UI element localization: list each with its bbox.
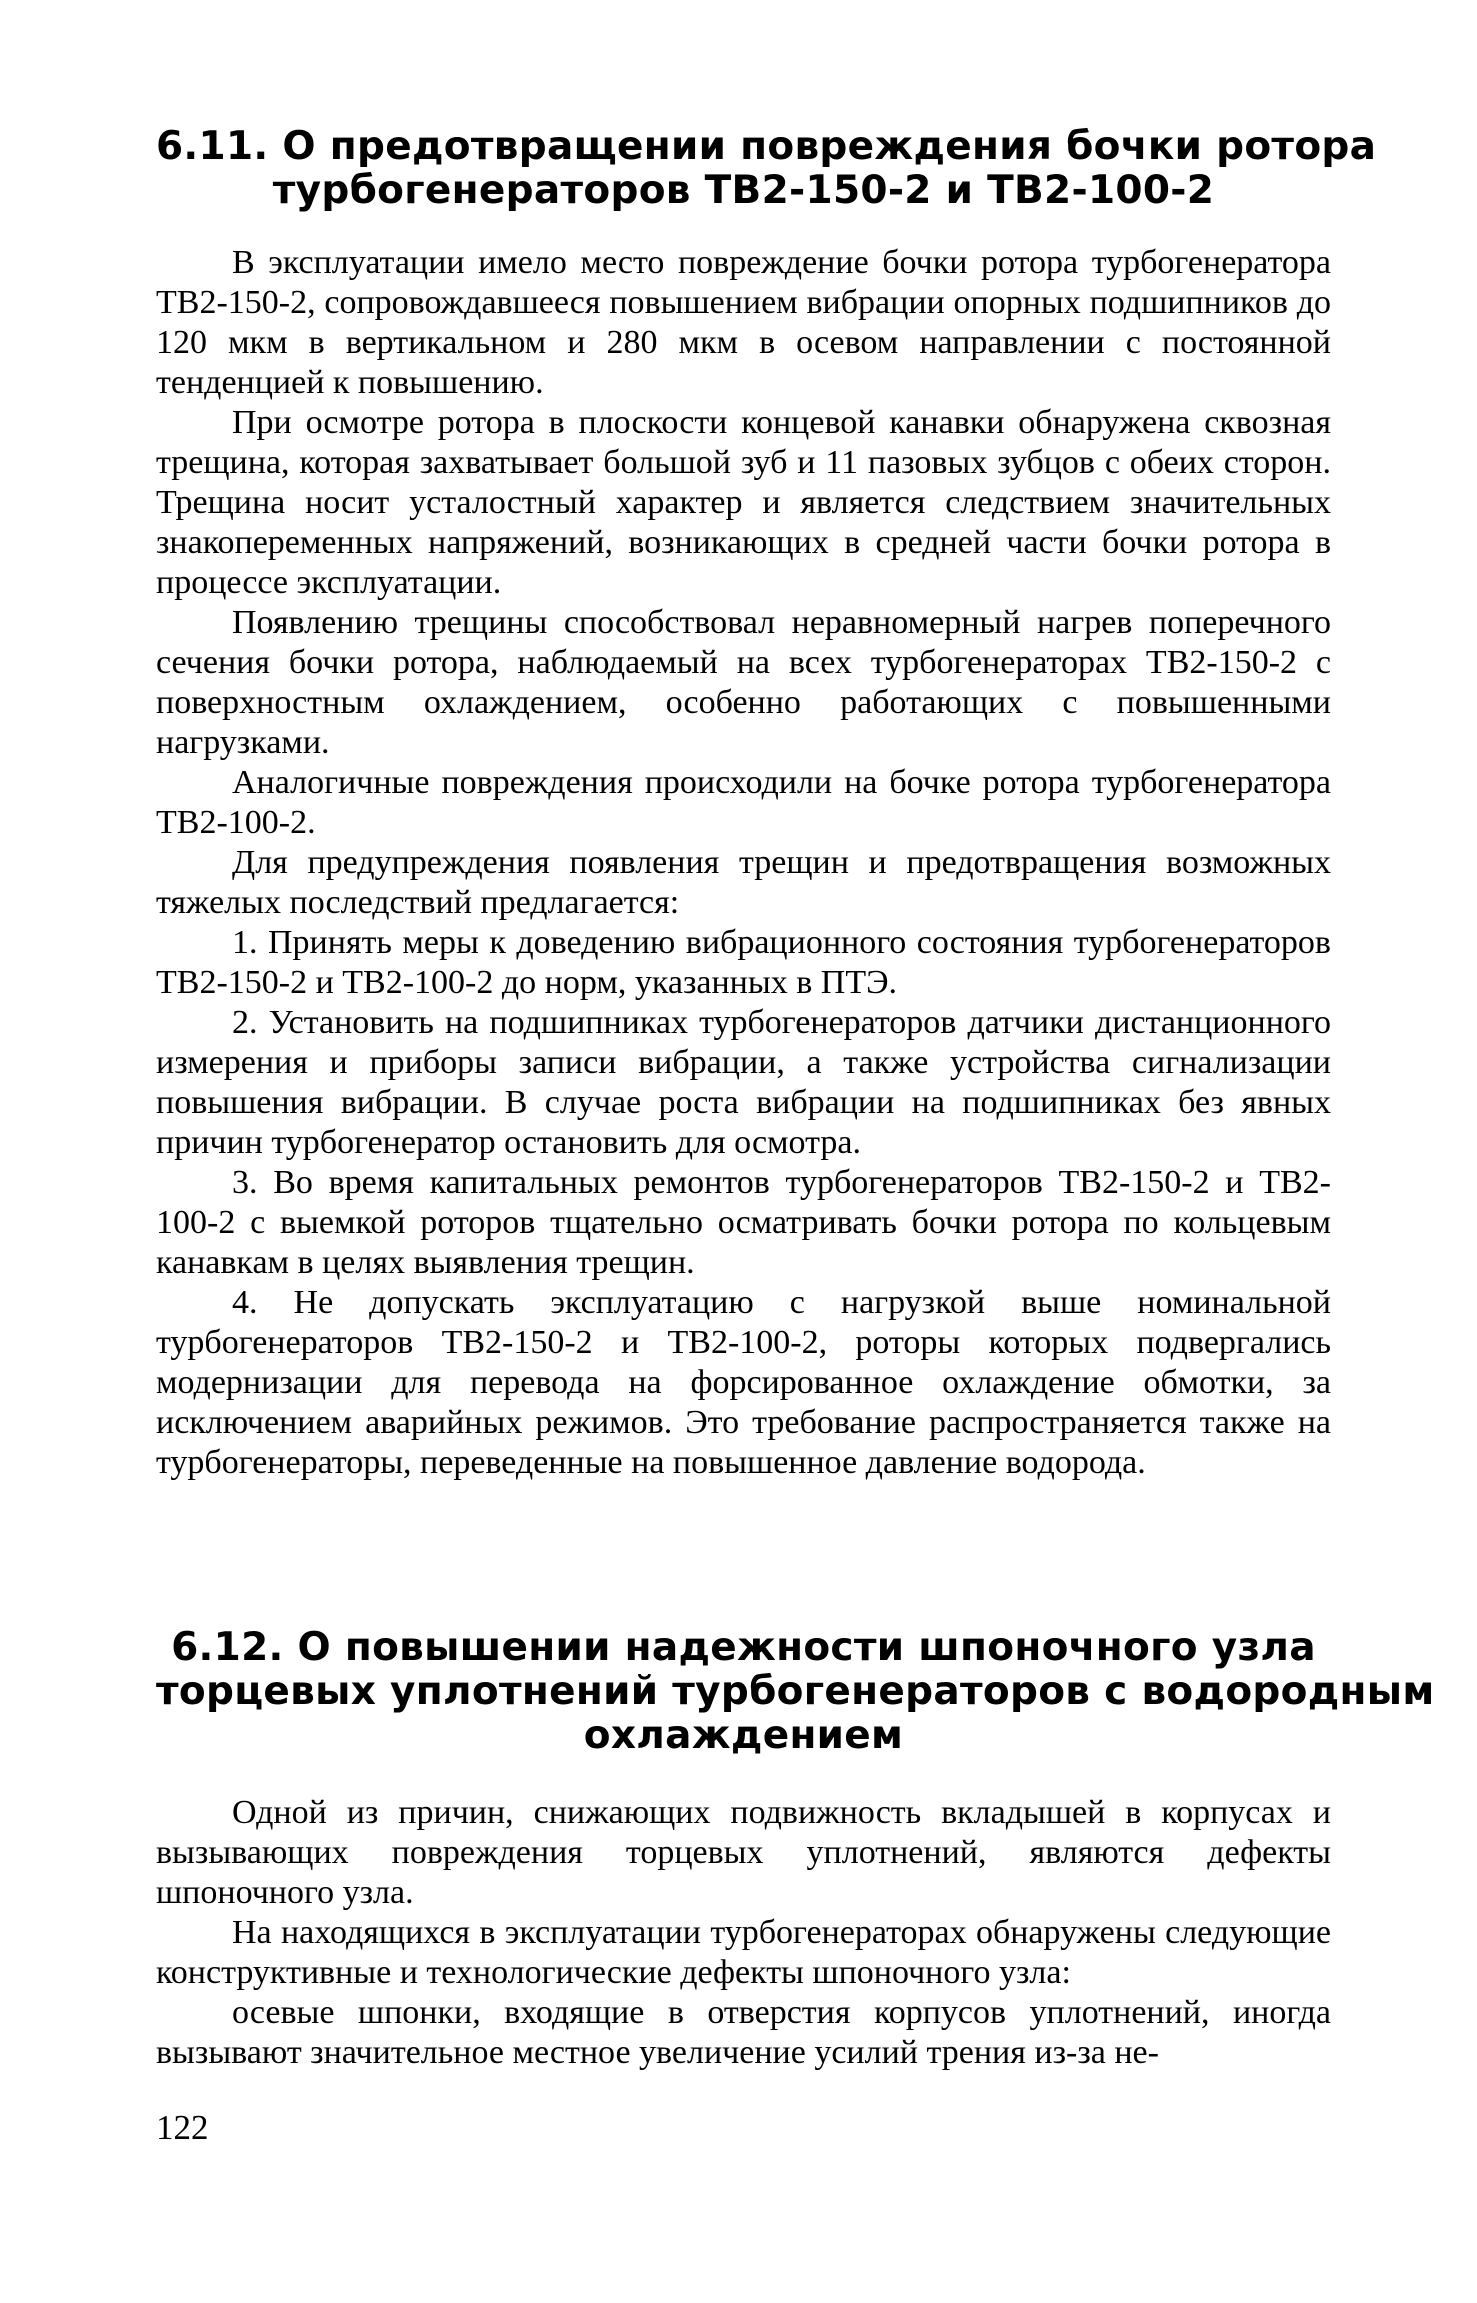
title-line: турбогенераторов ТВ2-150-2 и ТВ2-100-2 bbox=[272, 168, 1215, 213]
paragraph: осевые шпонки, входящие в отверстия корпусов уплотнений, иногда вызывают значительное местное увеличение усилий трения из-за не- bbox=[156, 1994, 1331, 2071]
paragraph: При осмотре ротора в плоскости концевой канавки обнаружена сквозная трещина, которая захватывает большой зуб и 11 пазовых зубцов с обеих сторон. Трещина носит усталостный характер и является следствием значительных знакопеременных напряжений, возникающих в средней части бочки ротора в процессе эксплуатации. bbox=[156, 404, 1331, 601]
list-item: 2. Установить на подшипниках турбогенераторов датчики дистанционного измерения и приборы записи вибрации, а также устройства сигнализации повышения вибрации. В случае роста вибрации на подшипниках без явных причин турбогенератор остановить для осмотра. bbox=[156, 1004, 1331, 1161]
list-item: 4. Не допускать эксплуатацию с нагрузкой выше номинальной турбогенераторов ТВ2-150-2 и ТВ2-100-2, роторы которых подвергались модернизации для перевода на форсированное охлаждение обмотки, за исключением аварийных режимов. Это требование распространяется также на турбогенераторы, переведенные на повышенное давление водорода. bbox=[156, 1284, 1331, 1481]
title-line: торцевых уплотнений турбогенераторов с водородным bbox=[156, 1669, 1435, 1714]
list-item: 1. Принять меры к доведению вибрационного состояния турбогенераторов ТВ2-150-2 и ТВ2-100-2 до норм, указанных в ПТЭ. bbox=[156, 924, 1331, 1001]
title-line: охлаждением bbox=[583, 1713, 904, 1758]
paragraph: В эксплуатации имело место повреждение бочки ротора турбогенератора ТВ2-150-2, сопровождавшееся повышением вибрации опорных подшипников до 120 мкм в вертикальном и 280 мкм в осевом направлении с постоянной тенденцией к повышению. bbox=[156, 244, 1331, 401]
paragraph: Аналогичные повреждения происходили на бочке ротора турбогенератора ТВ2-100-2. bbox=[156, 764, 1331, 841]
section-6-12-body bbox=[156, 1793, 1331, 2073]
section-6-11-title bbox=[156, 124, 1377, 213]
paragraph: Появлению трещины способствовал неравномерный нагрев поперечного сечения бочки ротора, наблюдаемый на всех турбогенераторах ТВ2-150-2 с поверхностным охлаждением, особенно работающих с повышенными нагрузками. bbox=[156, 604, 1331, 761]
paragraph: На находящихся в эксплуатации турбогенераторах обнаружены следующие конструктивные и технологические дефекты шпоночного узла: bbox=[156, 1914, 1331, 1991]
section-6-11-body bbox=[156, 243, 1331, 1483]
paragraph: Для предупреждения появления трещин и предотвращения возможных тяжелых последствий предлагается: bbox=[156, 844, 1331, 921]
section-6-12-title bbox=[156, 1625, 1435, 1758]
page-number: 122 bbox=[156, 2108, 209, 2147]
title-line: 6.11. О предотвращении повреждения бочки ротора bbox=[156, 124, 1377, 169]
paragraph: Одной из причин, снижающих подвижность вкладышей в корпусах и вызывающих повреждения торцевых уплотнений, являются дефекты шпоночного узла. bbox=[156, 1794, 1331, 1911]
list-item: 3. Во время капитальных ремонтов турбогенераторов ТВ2-150-2 и ТВ2-100-2 с выемкой роторов тщательно осматривать бочки ротора по кольцевым канавкам в целях выявления трещин. bbox=[156, 1164, 1331, 1281]
title-line: 6.12. О повышении надежности шпоночного узла bbox=[171, 1625, 1316, 1670]
